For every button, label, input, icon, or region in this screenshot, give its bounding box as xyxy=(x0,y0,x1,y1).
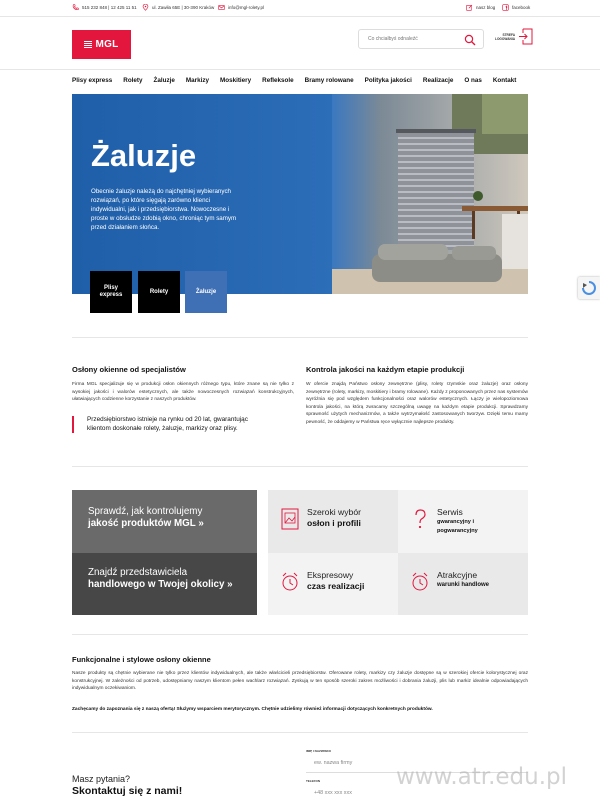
section-divider xyxy=(72,634,528,635)
phone-contact[interactable] xyxy=(72,4,137,11)
feature-service xyxy=(398,490,528,553)
search-placeholder: Co chciałbyś odnaleźć xyxy=(368,36,418,42)
section-divider xyxy=(72,337,528,338)
category-tile-rolety[interactable] xyxy=(138,271,180,313)
feature-line2: czas realizacji xyxy=(307,581,365,591)
nav-item-markizy[interactable]: Markizy xyxy=(185,77,209,84)
recaptcha-icon xyxy=(578,277,600,299)
catalog-icon xyxy=(281,508,299,530)
about-quote: Przedsiębiorstwo istnieje na rynku od 20 lat, gwarantując klientom doskonałe rolety, żaluzje, markizy oraz plisy. xyxy=(72,416,272,433)
promo-line1: Znajdź przedstawiciela xyxy=(88,567,188,578)
name-field-label: IMIĘ I NAZWISKO xyxy=(306,749,331,753)
login-icon xyxy=(518,28,533,45)
address-contact[interactable] xyxy=(142,4,214,11)
login-label-line2: LOGOWANIA xyxy=(495,36,516,41)
logo-text: MGL xyxy=(95,39,119,50)
functional-cta: Zachęcamy do zapoznania się z naszą ofertą! Służymy wsparciem merytorycznym. Chętnie udzielimy również informacji dotyczących konkretnych produktów. xyxy=(72,707,433,712)
phone-field-label: TELEFON xyxy=(306,779,320,783)
search-input[interactable] xyxy=(358,29,484,49)
facebook-link[interactable] xyxy=(502,4,530,11)
functional-title: Funkcjonalne i stylowe osłony okienne xyxy=(72,655,211,664)
main-nav xyxy=(72,77,516,84)
nav-item-moskitiery[interactable]: Moskitiery xyxy=(219,77,252,84)
login-label-line1: STREFA xyxy=(502,32,516,37)
nav-item-plisy-express[interactable]: Plisy express xyxy=(72,77,113,84)
name-field-placeholder: ew. nazwa firmy xyxy=(314,760,353,766)
feature-line2: warunki handlowe xyxy=(437,582,490,588)
promo-line2: handlowego w Twojej okolicy » xyxy=(88,579,233,590)
nav-item-refleksole[interactable]: Refleksole xyxy=(262,77,294,84)
quality-control-promo[interactable] xyxy=(72,490,257,553)
feature-line1: Ekspresowy xyxy=(307,570,354,580)
feature-line2b: pogwarancyjny xyxy=(437,528,478,534)
nav-item-o-nas[interactable]: O nas xyxy=(464,77,482,84)
top-bar xyxy=(0,0,600,17)
section-divider xyxy=(72,466,528,467)
hero-blinds-photo xyxy=(332,94,528,294)
phone-field-placeholder: +48 xxx xxx xxx xyxy=(314,790,352,796)
hero-banner xyxy=(72,94,528,294)
category-tile-plisy-express[interactable] xyxy=(90,271,132,313)
section-divider xyxy=(72,732,528,733)
about-text: Firma MGL specjalizuje się w produkcji osłon okiennych różnego typu, które znane są nie tylko z wysokiej jakości i walorów estetycznych, ale także nowoczesnych rozwiązań konstrukcyjnych, ułatwiających codzienne korzystanie z naszych produktów. xyxy=(72,382,294,403)
hero-title: Żaluzje xyxy=(91,138,197,173)
quality-title: Kontrola jakości na każdym etapie produkcji xyxy=(306,365,465,374)
envelope-icon xyxy=(218,4,225,11)
nav-item-kontakt[interactable]: Kontakt xyxy=(492,77,517,84)
feature-line2: osłon i profili xyxy=(307,518,361,528)
recaptcha-badge[interactable] xyxy=(578,277,600,299)
blog-link[interactable] xyxy=(466,4,495,11)
facebook-label: facebook xyxy=(512,5,531,10)
feature-line1: Serwis xyxy=(437,507,463,517)
email-text: info@mgl-rolety.pl xyxy=(228,5,264,10)
logo-mark-icon xyxy=(84,41,92,48)
promo-line1: Sprawdź, jak kontrolujemy xyxy=(88,506,203,517)
location-pin-icon xyxy=(142,4,149,11)
feature-line1: Atrakcyjne xyxy=(437,570,478,580)
feature-trade-terms xyxy=(398,553,528,615)
category-tile-zaluzje[interactable] xyxy=(185,271,227,313)
nav-item-zaluzje[interactable]: Żaluzje xyxy=(153,77,175,84)
mgl-logo[interactable] xyxy=(72,30,131,59)
feature-line1: Szeroki wybór xyxy=(307,507,361,517)
functional-text: Nasze produkty są chętnie wybierane nie tylko przez klientów indywidualnych, ale także właścicieli przedsiębiorstw. Oferowane rolety, markizy czy żaluzje dostępne są w szerokiej ofercie kolorystycznej oraz konstrukcyjnej. W zależności od potrzeb, udostępniamy naszym klientom pełen wachlarz rozwiązań. Zyskują w ten sposób szeroki zakres możliwości i dobrania żaluzji, plis lub markiz idealnie odpowiadających indywidualnym oczekiwaniom. xyxy=(72,671,528,692)
watermark: www.atr.edu.pl xyxy=(396,764,568,790)
promo-line2: jakość produktów MGL » xyxy=(88,518,204,529)
header-divider xyxy=(0,69,600,70)
contact-question: Masz pytania? xyxy=(72,774,131,784)
login-zone-button[interactable] xyxy=(495,28,533,45)
category-tile-label: Żaluzje xyxy=(195,288,217,295)
category-tile-label: Rolety xyxy=(149,288,169,295)
category-tile-label: Plisy express xyxy=(99,285,123,298)
phone-icon xyxy=(72,4,79,11)
phone-numbers: 515 232 848 | 12 425 11 51 xyxy=(82,5,137,10)
contact-heading: Skontaktuj się z nami! xyxy=(72,785,183,797)
find-representative-promo[interactable] xyxy=(72,553,257,615)
nav-item-polityka-jakosci[interactable]: Polityka jakości xyxy=(364,77,412,84)
address-text: ul. Zawiła 65E | 30-390 Kraków xyxy=(152,5,215,10)
nav-item-bramy-rolowane[interactable]: Bramy rolowane xyxy=(304,77,354,84)
feature-express-time xyxy=(268,553,398,615)
feature-line2 xyxy=(437,518,478,536)
feature-line2a: gwarancyjny i xyxy=(437,519,474,525)
quality-text: W ofercie znajdą Państwo osłony zewnętrzne (plisy, rolety rzymskie oraz żaluzje) oraz osłony zewnętrzne (rolety, markizy, moskitiery i bramy rolowane). Każdy z proponowanych przez nas systemów wyróżnia się pod względem funkcjonalności oraz walorów estetycznych. Łączy je wielopoziomowa kontrola jakości, na którą zwracamy szczególną uwagę na każdym etapie produkcji. Sprawdzamy sprawność użytych mechanizmów, a także wytrzymałość zastosowanych tworzyw. Dzięki temu mamy pewność, że oddajemy w Państwa ręce wyłącznie najlepsze produkty. xyxy=(306,382,528,425)
email-contact[interactable] xyxy=(218,4,264,11)
nav-item-realizacje[interactable]: Realizacje xyxy=(422,77,454,84)
question-mark-icon xyxy=(411,508,429,530)
login-label xyxy=(495,33,515,41)
feature-wide-choice xyxy=(268,490,398,553)
nav-item-rolety[interactable]: Rolety xyxy=(123,77,143,84)
facebook-icon xyxy=(502,4,509,11)
hero-description: Obecnie żaluzje należą do najchętniej wybieranych rozwiązań, po które sięgają zarówno klienci indywidualni, jak i przedsiębiorstwa. Nowoczesne i proste w obsłudze zdobią okno, chroniąc tym samym przed działaniem słońca. xyxy=(91,188,237,231)
alarm-clock-icon xyxy=(411,571,429,593)
search-icon[interactable] xyxy=(464,34,476,46)
edit-icon xyxy=(466,4,473,11)
blog-label: nasz blog xyxy=(476,5,496,10)
about-title: Osłony okienne od specjalistów xyxy=(72,365,186,374)
alarm-clock-icon xyxy=(281,571,299,593)
